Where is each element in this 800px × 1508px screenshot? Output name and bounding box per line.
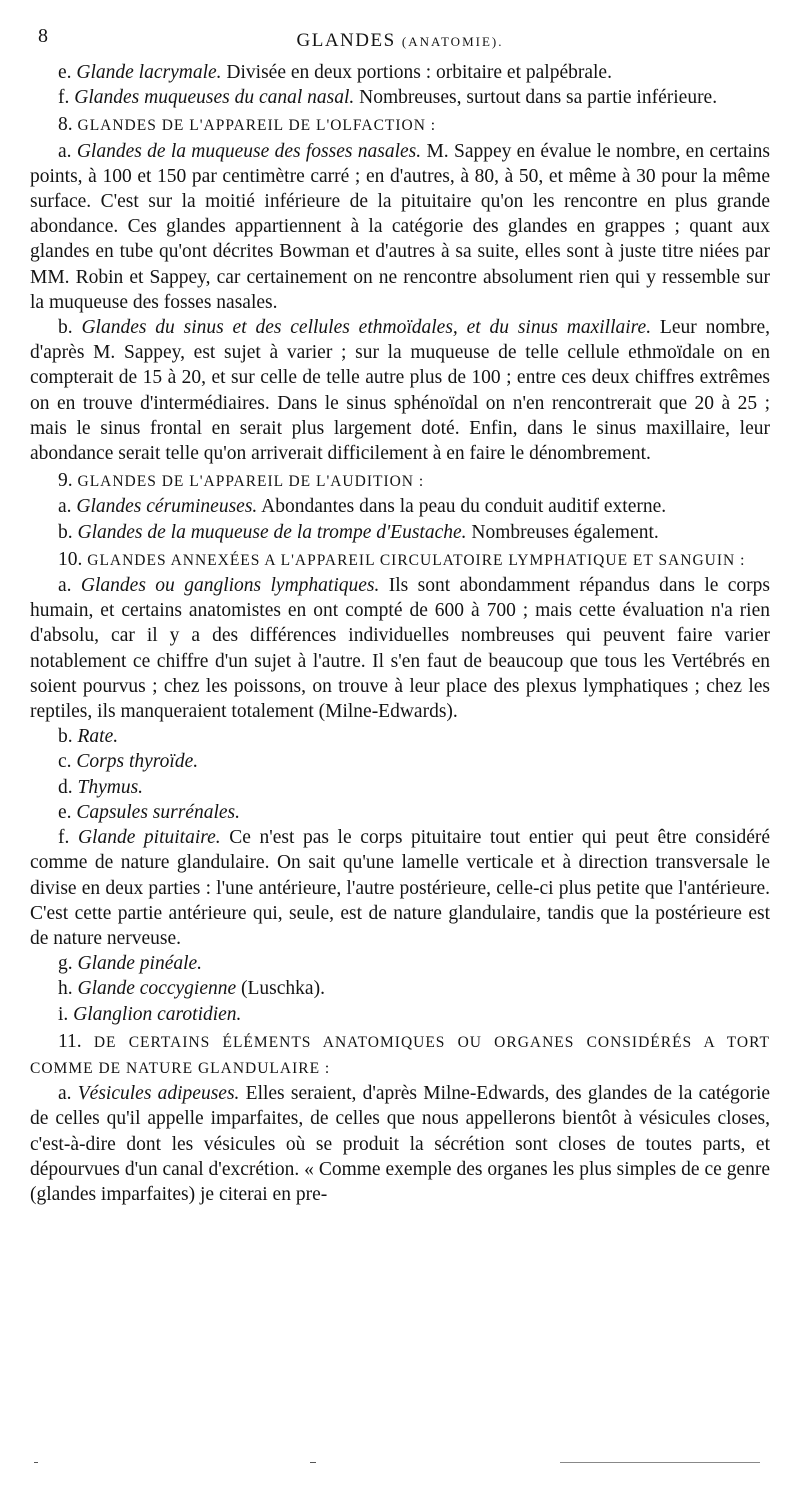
section-heading (30, 547, 770, 573)
section-number: 10. (58, 548, 83, 570)
entry-title: Glandes du sinus et des cellules ethmoïdales, et du sinus maxillaire. (81, 317, 652, 339)
section-heading (30, 1029, 770, 1081)
entry-letter: c. (58, 751, 72, 773)
entry-paragraph (30, 800, 770, 825)
section-heading (30, 468, 770, 494)
entry-paragraph (30, 573, 770, 724)
section-title: GLANDES DE L'APPAREIL DE L'AUDITION : (77, 473, 425, 491)
section-title: GLANDES ANNEXÉES A L'APPAREIL CIRCULATOIRE LYMPHATIQUE ET SANGUIN : (87, 551, 746, 569)
running-subtitle: (ANATOMIE). (401, 34, 504, 49)
entry-text: Ils sont abondamment répandus dans le corps humain, et certains anatomistes en ont compté de 600 à 700 ; mais cette évaluation n'a rien d'absolu, car il y a des différences individuelles nombreuses qui peuvent faire varier notablement ce chiffre d'un sujet à l'autre. Il s'en faut de beaucoup que tous les Vertébrés en soient pourvus ; chez les poissons, on trouve à leur place des plexus lymphatiques ; chez les reptiles, ils manqueraient totalement (Milne-Edwards). (30, 575, 771, 723)
entry-paragraph (30, 520, 770, 545)
entry-title: Glandes muqueuses du canal nasal. (74, 87, 355, 109)
page-footer-marks (30, 1462, 770, 1472)
entry-title: Glandes de la muqueuse des fosses nasales. (76, 140, 422, 162)
entry-letter: a. (58, 140, 72, 162)
entry-paragraph (30, 60, 770, 85)
entry-letter: a. (58, 575, 72, 597)
entry-text: Nombreuses également. (471, 521, 659, 543)
entry-title: Glanglion carotidien. (73, 1003, 242, 1025)
entry-letter: b. (58, 521, 73, 543)
entry-text: (Luschka). (241, 978, 325, 1000)
entry-text: Leur nombre, d'après M. Sappey, est sujet à varier ; sur la muqueuse de telle cellule ethmoïdale on en compterait de 15 à 20, et sur celle de telle autre plus de 100 ; entre ces deux chiffres extrêmes on en trouve d'intermédiaires. Dans le sinus sphénoïdal on n'en rencontrerait que 20 à 25 ; mais le sinus frontal en serait plus largement doté. Enfin, dans le sinus maxillaire, leur abondance serait telle qu'on arriverait difficilement à en faire le dénombrement. (30, 317, 771, 465)
footer-mark (34, 1462, 38, 1463)
entry-paragraph (30, 1002, 770, 1027)
entry-paragraph (30, 749, 770, 774)
running-head (30, 28, 770, 54)
page-number: 8 (38, 25, 48, 47)
entry-title: Glandes cérumineuses. (76, 496, 258, 518)
entry-title: Glande pituitaire. (77, 827, 221, 849)
entry-text: Abondantes dans la peau du conduit auditif externe. (261, 496, 667, 518)
entry-text: Nombreuses, surtout dans sa partie inférieure. (359, 87, 718, 109)
entry-paragraph (30, 139, 770, 315)
entry-letter: f. (58, 827, 70, 849)
entry-paragraph (30, 825, 770, 951)
footer-mark (310, 1462, 316, 1463)
entry-title: Thymus. (77, 776, 144, 798)
entry-letter: i. (58, 1003, 69, 1025)
entry-letter: a. (58, 1083, 72, 1105)
entry-paragraph (30, 724, 770, 749)
entry-title: Capsules surrénales. (76, 801, 240, 823)
entry-letter: b. (58, 726, 73, 748)
entry-letter: g. (58, 953, 73, 975)
entry-letter: h. (58, 978, 73, 1000)
entry-title: Glande pinéale. (77, 953, 203, 975)
section-number: 11. (58, 1030, 82, 1052)
entry-title: Rate. (77, 726, 119, 748)
entry-paragraph (30, 85, 770, 110)
entry-letter: e. (58, 801, 72, 823)
document-page (30, 26, 770, 1207)
entry-text: Divisée en deux portions : orbitaire et palpébrale. (226, 62, 612, 83)
entry-paragraph (30, 494, 770, 519)
section-heading (30, 112, 770, 138)
body-text (30, 60, 770, 1207)
entry-paragraph (30, 976, 770, 1001)
entry-paragraph (30, 951, 770, 976)
running-title: GLANDES (296, 30, 396, 51)
entry-letter: e. (58, 62, 72, 83)
entry-title: Glande lacrymale. (76, 62, 222, 83)
entry-paragraph (30, 1081, 770, 1207)
section-number: 9. (58, 470, 73, 492)
entry-title: Corps thyroïde. (76, 751, 199, 773)
entry-title: Vésicules adipeuses. (77, 1083, 240, 1105)
section-number: 8. (58, 114, 73, 136)
entry-title: Glande coccygienne (77, 978, 237, 1000)
section-title: DE CERTAINS ÉLÉMENTS ANATOMIQUES OU ORGANES CONSIDÉRÉS A TORT COMME DE NATURE GLANDULAIRE : (30, 1033, 770, 1077)
entry-letter: b. (58, 317, 73, 339)
footer-rule (560, 1462, 760, 1463)
entry-title: Glandes ou ganglions lymphatiques. (80, 575, 380, 597)
page-header (30, 26, 770, 60)
entry-title: Glandes de la muqueuse de la trompe d'Eustache. (77, 521, 467, 543)
section-title: GLANDES DE L'APPAREIL DE L'OLFACTION : (77, 117, 437, 135)
entry-letter: a. (58, 496, 72, 518)
entry-text: Elles seraient, d'après Milne-Edwards, des glandes de la catégorie de celles qu'il appelle imparfaites, de celles que nous appellerons bientôt à vésicules closes, c'est-à-dire dont les vésicules où se produit la sécrétion sont closes de toutes parts, et dépourvues d'un canal d'excrétion. « Comme exemple des organes les plus simples de ce genre (glandes imparfaites) je citerai en pre- (30, 1083, 771, 1205)
entry-paragraph (30, 775, 770, 800)
entry-letter: d. (58, 776, 73, 798)
entry-text: M. Sappey en évalue le nombre, en certains points, à 100 et 150 par centimètre carré ; en d'autres, à 80, à 50, et même à 30 pour la même surface. C'est sur la moitié inférieure de la pituitaire qu'on les rencontre en plus grande abondance. Ces glandes appartiennent à la catégorie des glandes en grappes ; quant aux glandes en tube qu'ont décrites Bowman et d'autres à sa suite, elles sont à juste titre niées par MM. Robin et Sappey, car certainement on ne rencontre absolument rien qui y ressemble sur la muqueuse des fosses nasales. (30, 140, 771, 313)
entry-paragraph (30, 315, 770, 466)
entry-letter: f. (58, 87, 70, 109)
entry-text: Ce n'est pas le corps pituitaire tout entier qui peut être considéré comme de nature glandulaire. On sait qu'une lamelle verticale et à direction transversale le divise en deux parties : l'une antérieure, l'autre postérieure, celle-ci plus petite que l'antérieure. C'est cette partie antérieure qui, seule, est de nature glandulaire, tandis que la postérieure est de nature nerveuse. (30, 827, 771, 949)
